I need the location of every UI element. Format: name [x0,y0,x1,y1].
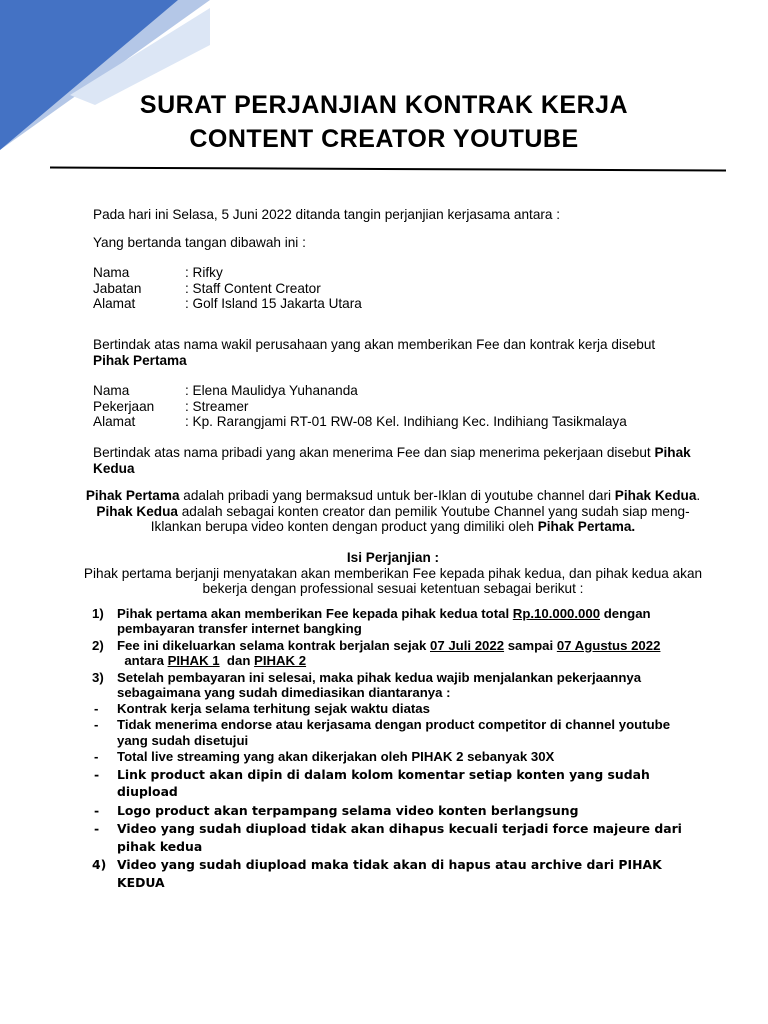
dash-bullet: - [94,821,100,837]
sub-item-text: Logo product akan terpampang selama video konten berlangsung [117,802,579,818]
title-line-1: SURAT PERJANJIAN KONTRAK KERJA [139,91,629,119]
term-2-text-a: Fee ini dikeluarkan selama kontrak berjalan sejak [117,637,430,653]
agreement-lead: Pihak pertama berjanji menyatakan akan memberikan Fee kepada pihak kedua, dan pihak kedua akan bekerja dengan professional sesuai ketentuan sebagai berikut : [83,565,703,597]
party2-role-name: Pihak Kedua [93,444,691,476]
term-2-end-date: 07 Agustus 2022 [556,637,661,653]
term-2-party-1: PIHAK 1 [167,653,220,669]
desc-bold-1: Pihak Pertama [85,488,180,504]
party1-role-name: Pihak Pertama [93,352,187,368]
dash-bullet: - [94,749,99,765]
field-label: Jabatan [93,280,142,296]
party1-details [93,265,693,312]
field-value: : Elena Maulidya Yuhananda [185,383,358,399]
term-number: 1) [92,605,104,621]
dash-bullet: - [94,717,99,733]
desc-bold-3: Pihak Kedua [96,503,178,519]
term-2 [70,638,703,669]
term-3-text: Setelah pembayaran ini selesai, maka pihak kedua wajib menjalankan pekerjaannya sebagaimana yang sudah dimediasikan diantaranya : [117,669,642,701]
party1-field-jabatan [93,281,693,297]
party2-role [93,445,693,476]
desc-bold-2: Pihak Kedua [614,488,697,504]
title-line-2: CONTENT CREATOR YOUTUBE [189,125,579,153]
parties-description [81,488,705,535]
desc-text-3: adalah sebagai konten creator dan pemilik Youtube Channel yang sudah siap meng-Iklankan berupa video konten dengan product yang dimiliki oleh [150,503,690,535]
sub-item [94,701,703,717]
term-1-text-a: Pihak pertama akan memberikan Fee kepada pihak kedua total [117,605,513,621]
term-number: 4) [92,857,107,873]
party1-role-text: Bertindak atas nama wakil perusahaan yang akan memberikan Fee dan kontrak kerja disebut [93,336,656,352]
term-2-start-date: 07 Juli 2022 [430,637,505,653]
field-value: : Kp. Rarangjami RT-01 RW-08 Kel. Indihiang Kec. Indihiang Tasikmalaya [185,414,627,430]
document-body [83,207,703,892]
desc-text-1: adalah pribadi yang bermaksud untuk ber-Iklan di youtube channel dari [179,488,615,504]
intro-paragraph: Pada hari ini Selasa, 5 Juni 2022 ditanda tangin perjanjian kerjasama antara : [93,207,561,222]
party1-role [93,337,693,368]
term-2-text-b: sampai [504,637,557,653]
sub-item [94,717,703,748]
sub-item-text: Link product akan dipin di dalam kolom komentar setiap konten yang sudah diupload [117,766,650,800]
field-label: Alamat [93,414,136,430]
agreement-heading [81,550,705,566]
signer-intro: Yang bertanda tangan dibawah ini : [93,234,306,250]
sub-item-text: Video yang sudah diupload tidak akan dihapus kecuali terjadi force majeure dari pihak kedua [117,821,682,854]
terms-list [70,606,703,892]
document-title [0,88,768,156]
term-2-text-d: dan [219,653,255,669]
party2-field-alamat [93,414,693,430]
sub-item [94,766,703,801]
term-2-text-c: antara [117,653,168,669]
party1-field-alamat [93,296,693,312]
dash-bullet: - [94,700,99,716]
title-divider [50,167,726,172]
field-value: : Streamer [185,398,249,414]
desc-bold-4: Pihak Pertama. [537,519,636,535]
party2-field-pekerjaan [93,399,693,415]
dash-bullet: - [94,766,100,782]
field-label: Nama [93,383,130,399]
field-value: : Staff Content Creator [185,280,321,296]
term-1-text-b: dengan pembayaran transfer internet bangking [117,605,651,637]
party2-details [93,383,693,430]
party2-field-nama [93,383,693,399]
sub-item [94,749,703,765]
term-1-amount: Rp.10.000.000 [512,605,601,621]
sub-item-text: Tidak menerima endorse atau kerjasama dengan product competitor di channel youtube yang sudah disetujui [117,717,671,748]
party1-field-nama [93,265,693,281]
sub-item-text: Total live streaming yang akan dikerjakan oleh PIHAK 2 sebanyak 30X [117,749,555,765]
term-number: 2) [92,637,104,653]
sub-item [94,820,703,855]
term-number: 3) [92,669,104,685]
dash-bullet: - [94,802,100,818]
field-label: Pekerjaan [93,398,155,414]
term-4-text: Video yang sudah diupload maka tidak akan di hapus atau archive dari PIHAK KEDUA [117,857,662,890]
term-3 [70,670,703,856]
desc-sep: . [696,488,701,504]
term-3-sublist [94,701,703,856]
field-value: : Golf Island 15 Jakarta Utara [185,296,362,312]
field-label: Alamat [93,296,136,312]
field-value: : Rifky [185,265,223,281]
sub-item-text: Kontrak kerja selama terhitung sejak waktu diatas [117,700,430,716]
term-4 [70,856,703,891]
field-label: Nama [93,265,130,281]
term-2-party-2: PIHAK 2 [254,653,307,669]
party2-role-text: Bertindak atas nama pribadi yang akan menerima Fee dan siap menerima pekerjaan disebut [93,444,651,460]
agreement-heading-text: Isi Perjanjian : [346,549,440,565]
term-1 [70,606,703,637]
sub-item [94,802,703,820]
